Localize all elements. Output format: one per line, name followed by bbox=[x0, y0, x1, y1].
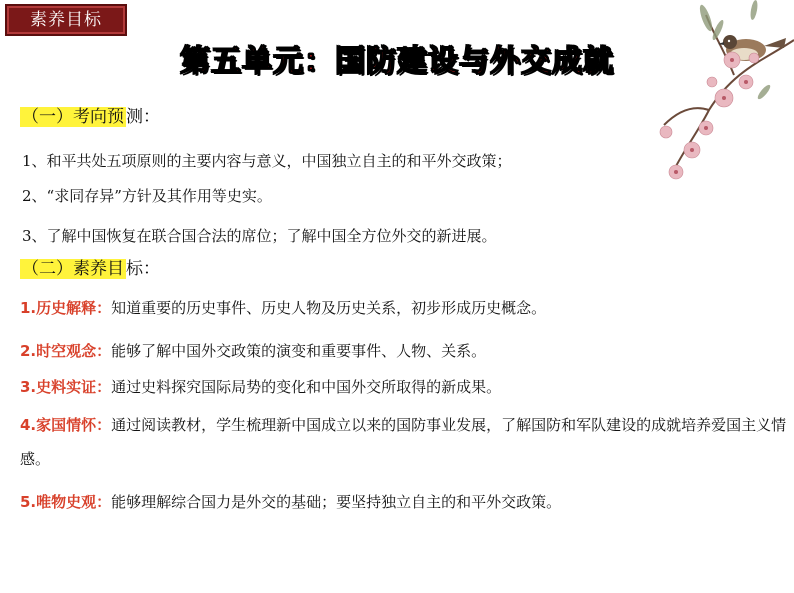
forecast-item: 3、了解中国恢复在联合国合法的席位；了解中国全方位外交的新进展。 bbox=[22, 227, 497, 245]
goal-text: 能够了解中国外交政策的演变和重要事件、人物、关系。 bbox=[111, 342, 487, 360]
forecast-item: 2、“求同存异”方针及其作用等史实。 bbox=[22, 187, 272, 205]
heading-highlight: （一）考向预 bbox=[22, 107, 124, 127]
goal-label: 4.家国情怀： bbox=[20, 416, 112, 434]
goal-label: 3.史料实证： bbox=[20, 378, 112, 396]
heading-rest: 测： bbox=[126, 107, 160, 127]
goal-item bbox=[20, 291, 790, 325]
goal-text: 通过史料探究国际局势的变化和中国外交所取得的新成果。 bbox=[111, 378, 502, 396]
bird-blossom-illustration bbox=[614, 0, 794, 220]
goal-item bbox=[20, 370, 790, 404]
goal-label: 2.时空观念： bbox=[20, 342, 112, 360]
section-forecast-heading bbox=[20, 104, 160, 130]
page-title: 第五单元：国防建设与外交成就 bbox=[180, 44, 614, 79]
goal-text: 能够理解综合国力是外交的基础；要坚持独立自主的和平外交政策。 bbox=[111, 493, 562, 511]
goal-label: 5.唯物史观： bbox=[20, 493, 112, 511]
goal-label: 1.历史解释： bbox=[20, 299, 112, 317]
forecast-item: 1、和平共处五项原则的主要内容与意义，中国独立自主的和平外交政策； bbox=[22, 152, 512, 170]
heading-highlight: （二）素养目 bbox=[22, 259, 124, 279]
goal-text: 知道重要的历史事件、历史人物及历史关系，初步形成历史概念。 bbox=[111, 299, 547, 317]
section-goals-heading bbox=[20, 256, 160, 282]
heading-rest: 标： bbox=[126, 259, 160, 279]
goal-text: 通过阅读教材，学生梳理新中国成立以来的国防事业发展，了解国防和军队建设的成就培养爱国主义情感。 bbox=[20, 416, 787, 468]
goal-item bbox=[20, 408, 790, 476]
goal-item bbox=[20, 485, 790, 519]
goal-item bbox=[20, 334, 790, 368]
section-badge: 素养目标 bbox=[5, 4, 127, 36]
